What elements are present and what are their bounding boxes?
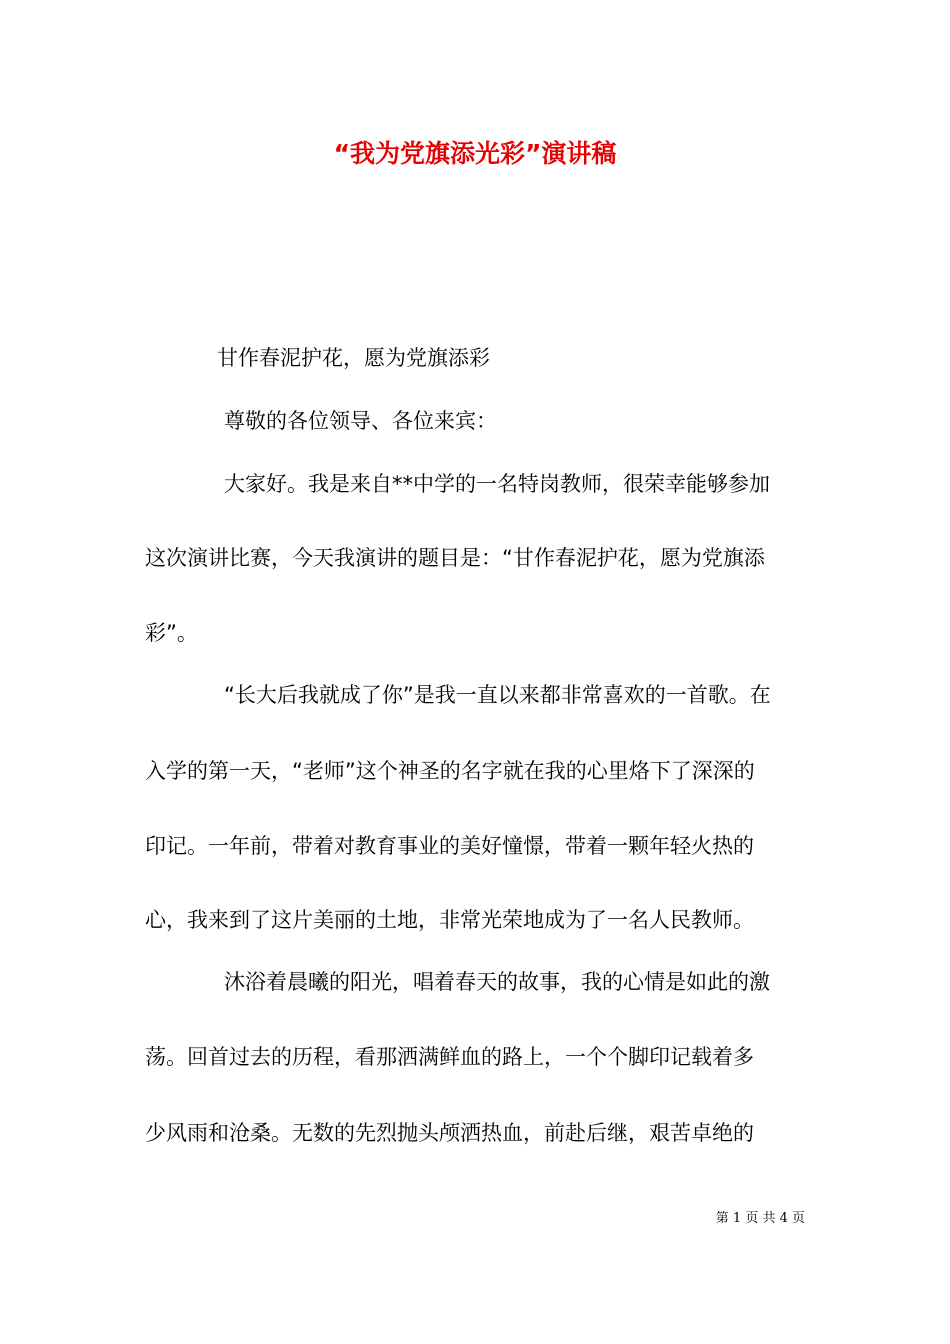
paragraph-line: 这次演讲比赛，今天我演讲的题目是：“甘作春泥护花，愿为党旗添	[145, 546, 765, 570]
paragraph-line: 心，我来到了这片美丽的土地，非常光荣地成为了一名人民教师。	[145, 908, 754, 932]
salutation-line: 尊敬的各位领导、各位来宾：	[224, 409, 497, 433]
paragraph-line: 荡。回首过去的历程，看那洒满鲜血的路上，一个个脚印记载着多	[145, 1045, 754, 1069]
paragraph-line: “长大后我就成了你”是我一直以来都非常喜欢的一首歌。在	[224, 683, 771, 707]
paragraph-line: 印记。一年前，带着对教育事业的美好憧憬，带着一颗年轻火热的	[145, 834, 754, 858]
paragraph-line: 入学的第一天，“老师”这个神圣的名字就在我的心里烙下了深深的	[145, 759, 755, 783]
page-number: 第 1 页 共 4 页	[715, 1211, 805, 1226]
paragraph-line: 少风雨和沧桑。无数的先烈抛头颅洒热血，前赴后继，艰苦卓绝的	[145, 1121, 754, 1145]
paragraph-line: 彩”。	[145, 621, 198, 645]
paragraph-line: 大家好。我是来自**中学的一名特岗教师，很荣幸能够参加	[224, 472, 770, 496]
subtitle-line: 甘作春泥护花，愿为党旗添彩	[217, 346, 490, 370]
paragraph-line: 沐浴着晨曦的阳光，唱着春天的故事，我的心情是如此的激	[224, 970, 770, 994]
document-title: “我为党旗添光彩”演讲稿	[333, 139, 617, 168]
